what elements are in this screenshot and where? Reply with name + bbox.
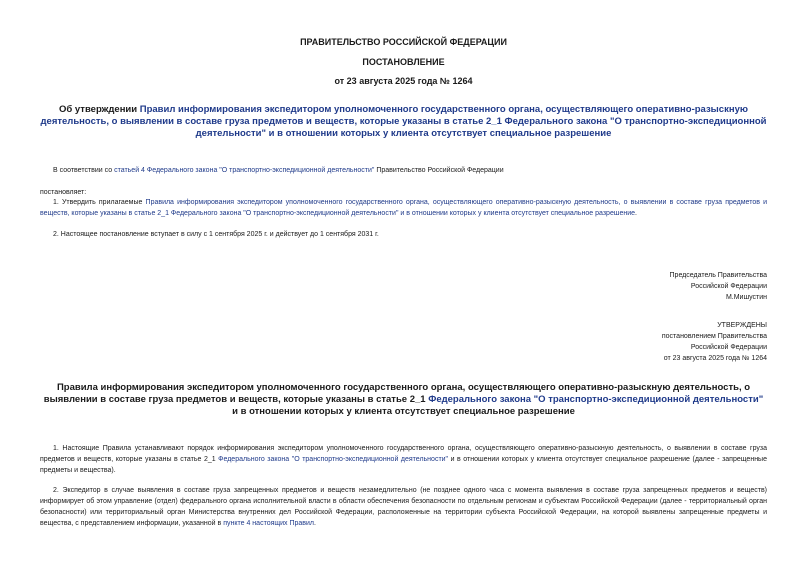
item-1-rules-link[interactable]: Правила информирования экспедитором уполномоченного государственного органа, осуществляющего оперативно-разыскную деятельность, о выявлении в составе груза предметов и веществ, которые указаны в статье 2_1 Федерального закона "О транспортно-экспедиционной деятельности" и в отношении которых у клиента отсутствует специальное разрешение: [40, 199, 767, 217]
document-type-heading: ПОСТАНОВЛЕНИЕ: [362, 57, 445, 67]
title-prefix: Об утверждении: [59, 104, 140, 115]
rule-1-prefix: 1. Настоящие Правила устанавливают порядок информирования экспедитором уполномоченного государственного органа, осуществляющего оперативно-разыскную деятельность, о выявлении в составе груза предметов и веществ, которые указаны в статье 2_1: [40, 445, 767, 463]
rule-2-prefix: 2. Экспедитор в случае выявления в составе груза запрещенных предметов и веществ незамедлительно (не позднее одного часа с момента выявления в составе груза запрещенных предметов и веществ) информирует об этом управление (отдел) федерального органа исполнительной власти в области обеспечения безопасности по отдельным регионам и субъектам Российской Федерации (далее - территориальный орган безопасности) или территориальный орган Министерства внутренних дел Российской Федерации, расположенные на территории субъекта Российской Федерации, на которой выявлены запрещенные предметы и вещества, с представлением информации, указанной в: [40, 487, 767, 527]
approval-block: [567, 320, 767, 364]
rules-title-suffix: и в отношении которых у клиента отсутствует специальное разрешение: [232, 406, 575, 417]
government-heading: ПРАВИТЕЛЬСТВО РОССИЙСКОЙ ФЕДЕРАЦИИ: [300, 37, 507, 47]
document-date-number: от 23 августа 2025 года № 1264: [334, 76, 473, 86]
rules-title-law-link[interactable]: Федерального закона "О транспортно-экспедиционной деятельности": [428, 394, 764, 405]
rule-2-point-link[interactable]: пункте 4 настоящих Правил: [223, 520, 315, 527]
rules-title-prefix: Правила информирования экспедитором уполномоченного государственного органа, осуществляющего оперативно-разыскную деятельность, о выявлении в составе груза предметов и веществ, которые указаны в статье 2_1: [43, 382, 751, 405]
resolves-text: постановляет:: [40, 189, 87, 196]
preamble-law-link[interactable]: статьей 4 Федерального закона "О транспортно-экспедиционной деятельности": [114, 167, 375, 174]
preamble: [40, 165, 767, 176]
signature-line-3: М.Мишустин: [725, 294, 767, 301]
rule-1-suffix: и в отношении которых у клиента отсутствует специальное разрешение (далее - запрещенные предметы и вещества).: [40, 456, 767, 474]
rule-1-law-link[interactable]: Федерального закона "О транспортно-экспедиционной деятельности": [218, 456, 449, 463]
approval-line-3: Российской Федерации: [690, 344, 767, 351]
title-rules-link[interactable]: Правил информирования экспедитором уполномоченного государственного органа, осуществляющего оперативно-разыскную деятельность, о выявлении в составе груза предметов и веществ, которые указаны в статье 2_1 Федерального закона "О транспортно-экспедиционной деятельности" и в отношении которых у клиента отсутствует специальное разрешение: [40, 104, 767, 139]
approval-line-1: УТВЕРЖДЕНЫ: [717, 322, 767, 329]
preamble-suffix: Правительство Российской Федерации: [374, 167, 504, 174]
document-title: [40, 104, 767, 140]
rules-title: [40, 382, 767, 418]
rule-2-suffix: .: [314, 520, 316, 527]
preamble-prefix: В соответствии со: [53, 167, 115, 174]
signature-line-2: Российской Федерации: [690, 283, 767, 290]
item-1-prefix: 1. Утвердить прилагаемые: [53, 199, 146, 206]
signature-line-1: Председатель Правительства: [669, 272, 767, 279]
rule-2: [40, 485, 767, 529]
signature-block: [567, 270, 767, 303]
rule-1: [40, 443, 767, 476]
item-1-suffix: .: [635, 210, 637, 217]
approval-line-2: постановлением Правительства: [661, 333, 767, 340]
item-1: [40, 197, 767, 219]
approval-line-4: от 23 августа 2025 года № 1264: [663, 355, 767, 362]
item-2: 2. Настоящее постановление вступает в силу с 1 сентября 2025 г. и действует до 1 сентября 2031 г.: [53, 231, 379, 238]
